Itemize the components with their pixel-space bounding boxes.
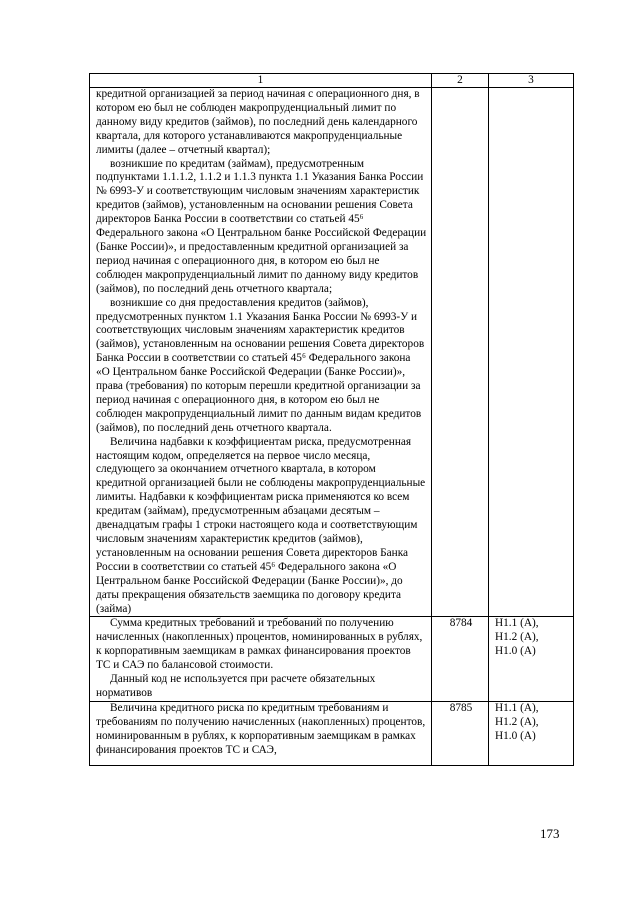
row-code: 8784 bbox=[432, 617, 489, 701]
ref-item: Н1.2 (А), bbox=[495, 715, 539, 728]
header-col-1: 1 bbox=[90, 74, 432, 88]
table-header-row bbox=[90, 74, 574, 88]
paragraph: возникшие со дня предоставления кредитов (займов), предусмотренных пунктом 1.1 Указания Банка России № 6993-У и соответствующих числовым значениям характеристик кредитов (займов), установленным на основании решения Совета директоров Банка России в соответствии со статьей 45⁶ Федерального закона «О Центральном банке Российской Федерации (Банке России)», права (требования) по которым перешли кредитной организации за период начиная с операционного дня, в котором ею был не соблюден макропруденциальный лимит по данным видам кредитов (займов), по последний день отчетного квартала. bbox=[96, 296, 425, 434]
row-description bbox=[90, 617, 432, 701]
ref-item: Н1.0 (А) bbox=[495, 729, 536, 742]
table-row bbox=[90, 701, 574, 765]
ref-item: Н1.0 (А) bbox=[495, 645, 536, 658]
row-refs bbox=[489, 617, 574, 701]
ref-item: Н1.1 (А), bbox=[495, 617, 539, 630]
page-number: 173 bbox=[540, 826, 560, 841]
paragraph: возникшие по кредитам (займам), предусмотренным подпунктами 1.1.1.2, 1.1.2 и 1.1.3 пункта 1.1 Указания Банка России № 6993-У и соответствующим числовым значениям характеристик кредитов (займов), установленным на основании решения Совета директоров Банка России в соответствии со статьей 45⁶ Федерального закона «О Центральном банке Российской Федерации (Банке России)», и предоставленным кредитной организацией за период начиная с операционного дня, в котором ею был не соблюден макропруденциальный лимит по данному виду кредитов (займов), по последний день отчетного квартала; bbox=[96, 157, 427, 295]
paragraph: кредитной организацией за период начиная с операционного дня, в котором ею был не соблюден макропруденциальный лимит по данному виду кредитов (займов), по последний день календарного квартала, для которого устанавливаются макропруденциальные лимиты (далее – отчетный квартал); bbox=[96, 88, 420, 156]
paragraph: Данный код не используется при расчете обязательных нормативов bbox=[96, 673, 376, 699]
header-col-3: 3 bbox=[489, 74, 574, 88]
row-description bbox=[90, 88, 432, 617]
header-col-2: 2 bbox=[432, 74, 489, 88]
ref-item: Н1.1 (А), bbox=[495, 701, 539, 714]
table-row bbox=[90, 88, 574, 617]
paragraph: Сумма кредитных требований и требований по получению начисленных (накопленных) процентов, номинированных в рублях, к корпоративным заемщикам в рамках финансирования проектов ТС и САЭ по балансовой стоимости. bbox=[96, 617, 423, 672]
row-refs bbox=[489, 701, 574, 765]
paragraph: Величина кредитного риска по кредитным требованиям и требованиям по получению начисленных (накопленных) процентов, номинированным в рублях, к корпоративным заемщикам в рамках финансирования проектов ТС и САЭ, bbox=[96, 701, 426, 756]
paragraph: Величина надбавки к коэффициентам риска, предусмотренная настоящим кодом, определяется на первое число месяца, следующего за окончанием отчетного квартала, в котором кредитной организацией были не соблюдены макропруденциальные лимиты. Надбавки к коэффициентам риска применяются ко всем кредитам (займам), предусмотренным абзацами десятым – двенадцатым графы 1 строки настоящего кода и соответствующим числовым значениям характеристик кредитов (займов), установленным на основании решения Совета директоров Банка России в соответствии со статьей 45⁶ Федерального закона «О Центральном банке Российской Федерации (Банке России)», до даты прекращения обязательств заемщика по договору кредита (займа) bbox=[96, 435, 426, 615]
row-code: 8785 bbox=[432, 701, 489, 765]
ref-item: Н1.2 (А), bbox=[495, 631, 539, 644]
row-refs bbox=[489, 88, 574, 617]
table-row bbox=[90, 617, 574, 701]
row-code bbox=[432, 88, 489, 617]
row-description bbox=[90, 701, 432, 765]
document-table bbox=[89, 73, 574, 766]
